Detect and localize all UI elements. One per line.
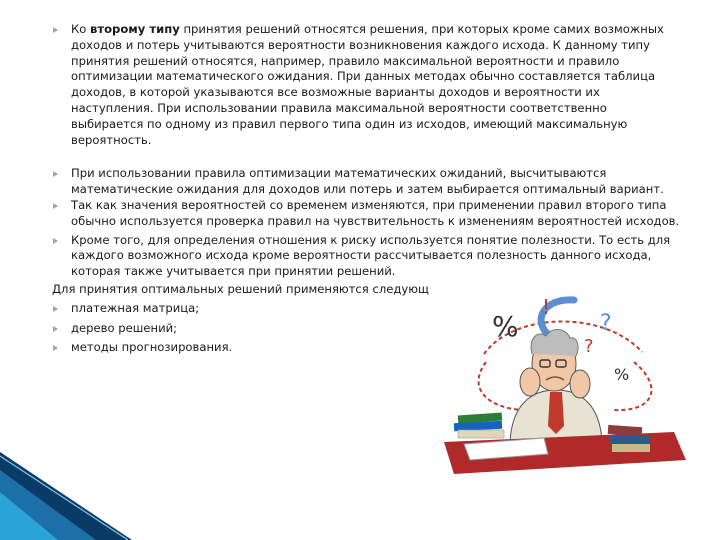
bullet-arrow-icon xyxy=(53,345,58,351)
bullet-arrow-icon xyxy=(53,171,58,177)
bullet-arrow-icon xyxy=(53,306,58,312)
list-item: дерево решений; xyxy=(52,321,682,337)
question-mark-blue: ? xyxy=(600,311,612,336)
man-tie xyxy=(548,392,564,434)
man-hair xyxy=(531,329,578,356)
man-hand-right xyxy=(570,370,590,398)
corner-decoration xyxy=(0,452,132,540)
exclamation-mark: ! xyxy=(542,295,551,319)
bullet-paragraph-second-type: Ко второму типу принятия решений относятся решения, при которых кроме самих возможных доходов и потерь учитываются вероятности возникновения каждого исхода. К данному типу принятия решений относятся, например, правило максимальной вероятности и правило оптимизации математического ожидания. При данных методах обычно составляется таблица доходов, в которой указываются все возможные варианты доходов и вероятности их наступления. При использовании правила максимальной вероятности соответственно выбирается по одному из правил первого типа один из исходов, имеющий максимальную вероятность. xyxy=(52,22,682,148)
bullet-arrow-icon xyxy=(53,326,58,332)
list-item: платежная матрица; xyxy=(52,301,682,317)
book-beige xyxy=(458,430,504,438)
bullet-arrow-icon xyxy=(53,27,58,33)
bullet-arrow-icon xyxy=(53,238,58,244)
percent-symbol-left: % xyxy=(492,310,519,343)
bullet-arrow-icon xyxy=(53,203,58,209)
question-mark-red: ? xyxy=(584,336,594,357)
bullet-paragraph-sensitivity: Так как значения вероятностей со временем изменяются, при применении правил второго типа обычно используется проверка правил на чувствительность к изменениям вероятностей исходов. xyxy=(52,198,682,230)
book-tan xyxy=(612,444,650,452)
book-red xyxy=(608,425,643,436)
stressed-man-illustration xyxy=(424,292,690,478)
bullet-paragraph-expectation: При использовании правила оптимизации математических ожиданий, высчитываются математические ожидания для доходов или потерь и затем выбирается оптимальный вариант. xyxy=(52,166,682,198)
methods-intro: Для принятия оптимальных решений применяются следующ xyxy=(52,281,429,296)
percent-symbol-right: % xyxy=(614,365,630,384)
bullet-paragraph-utility: Кроме того, для определения отношения к риску используется понятие полезности. То есть для каждого возможного исхода кроме вероятности рассчитывается полезность данного исхода, которая также учитывается при принятии решений. xyxy=(52,233,682,280)
book-navy xyxy=(610,436,650,444)
bold-term: второму типу xyxy=(90,22,180,36)
man-hand-left xyxy=(520,368,540,396)
list-item: методы прогнозирования. xyxy=(52,340,682,356)
